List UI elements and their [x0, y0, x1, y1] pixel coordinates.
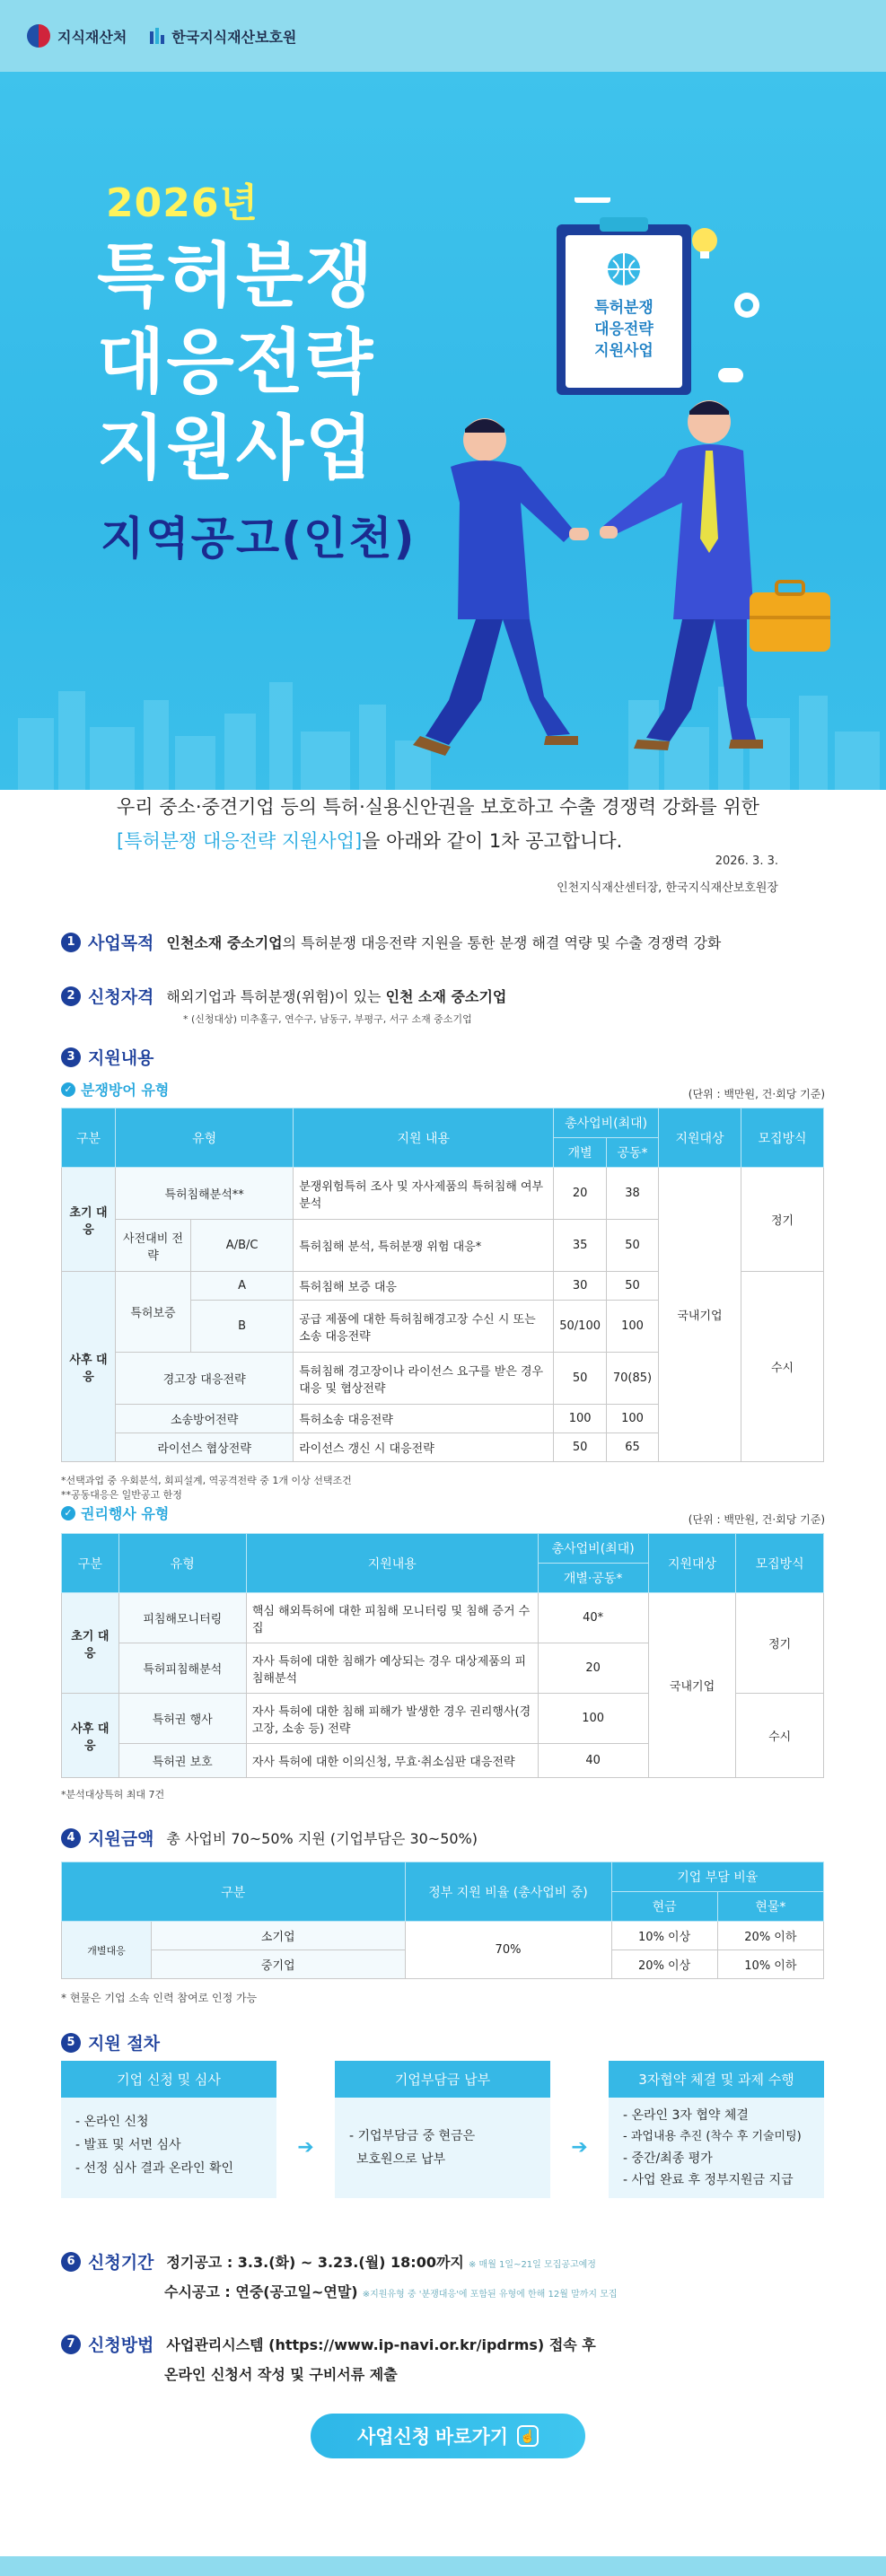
step-head: 기업 신청 및 심사: [61, 2061, 276, 2098]
th-group: 구분: [62, 1534, 119, 1593]
eligibility-bold: 인천 소재 중소기업: [385, 988, 507, 1005]
amount-table-wrap: [61, 1862, 824, 2005]
pointer-hand-icon: ☝: [517, 2425, 539, 2447]
cell-method: 수시: [741, 1272, 824, 1462]
step-body: [61, 2098, 276, 2198]
cell-content: 핵심 해외특허에 대한 피침해 모니터링 및 침해 증거 수집: [246, 1593, 538, 1643]
cell-type: 중기업: [152, 1950, 406, 1979]
cell-content: 특허소송 대응전략: [294, 1405, 554, 1433]
cell-cost: 40: [538, 1744, 648, 1778]
cell-joint: 100: [607, 1301, 659, 1353]
section-title: 신청기간: [88, 2253, 154, 2273]
section-number: 4: [61, 1828, 81, 1848]
th-type: 유형: [118, 1534, 246, 1593]
taeguk-icon: [27, 24, 50, 48]
section-title: 신청방법: [88, 2335, 154, 2355]
th-method: 모집방식: [741, 1108, 824, 1168]
cell-content: 특허침해 보증 대응: [294, 1272, 554, 1301]
section-title: 지원금액: [88, 1829, 154, 1849]
org-name-1: 지식재산처: [57, 28, 127, 46]
th-method: 모집방식: [736, 1534, 824, 1593]
section-amount: [61, 1826, 478, 1850]
th-in-kind: 현물*: [717, 1892, 823, 1922]
hero-title-line-1: 특허분쟁: [97, 236, 375, 317]
th-type: 유형: [116, 1108, 294, 1168]
cell-target: 국내기업: [648, 1593, 736, 1778]
step-item: - 발표 및 서면 심사: [75, 2138, 181, 2152]
cell-group: 개별대응: [62, 1922, 152, 1979]
purpose-bold: 인천소재 중소기업: [166, 934, 283, 951]
cell-group: 초기 대응: [62, 1168, 116, 1272]
check-icon: ✓: [61, 1506, 75, 1520]
period-regular: 정기공고 : 3.3.(화) ~ 3.23.(월) 18:00까지: [166, 2254, 464, 2271]
section-number: 3: [61, 1047, 81, 1067]
org-name-2: 한국지식재산보호원: [171, 28, 297, 46]
lightbulb-icon: [692, 228, 717, 253]
eligibility-text: 해외기업과 특허분쟁(위험)이 있는: [166, 988, 382, 1005]
amount-text: 총 사업비 70~50% 지원 (기업부담은 30~50%): [166, 1830, 478, 1847]
th-type: 구분: [62, 1862, 406, 1922]
apply-button[interactable]: [311, 2414, 585, 2458]
purpose-text: 의 특허분쟁 대응전략 지원을 통한 분쟁 해결 역량 및 수출 경쟁력 강화: [282, 934, 722, 951]
cell-cost: 40*: [538, 1593, 648, 1643]
cell-individual: 35: [554, 1220, 607, 1272]
table-note: *분석대상특허 최대 7건: [61, 1789, 165, 1801]
th-cost: 총사업비(최대): [538, 1534, 648, 1564]
cell-cash: 10% 이상: [611, 1922, 717, 1950]
cell-content: 라이선스 갱신 시 대응전략: [294, 1433, 554, 1462]
cell-group: 사후 대응: [62, 1694, 119, 1778]
cell-subtype: A: [191, 1272, 294, 1301]
section-title: 사업목적: [88, 933, 154, 953]
cell-type: 특허보증: [116, 1272, 191, 1353]
table-row: [62, 1168, 824, 1220]
step-1: [61, 2061, 276, 2198]
procedure-steps: [61, 2061, 824, 2198]
step-item: - 과업내용 추진 (착수 후 기술미팅): [623, 2130, 802, 2143]
speech-bubble-icon: [718, 368, 743, 382]
intro-signers: 인천지식재산센터장, 한국지식재산보호원장: [557, 881, 778, 895]
section-number: 1: [61, 933, 81, 952]
cell-content: 특허침해 경고장이나 라이선스 요구를 받은 경우 대응 및 협상전략: [294, 1353, 554, 1405]
cell-subtype: B: [191, 1301, 294, 1353]
step-body: [335, 2098, 550, 2198]
section-title: 지원 절차: [88, 2034, 161, 2054]
sub-title-enforcement: [61, 1503, 169, 1523]
th-cost: 총사업비(최대): [554, 1108, 659, 1138]
cell-joint: 70(85): [607, 1353, 659, 1405]
cell-in-kind: 10% 이하: [717, 1950, 823, 1979]
section-method: [61, 2332, 596, 2384]
th-cash: 현금: [611, 1892, 717, 1922]
memo-icon: [575, 197, 610, 203]
section-period: [61, 2249, 618, 2301]
arrow-right-icon: ➔: [297, 2136, 314, 2159]
cell-cost: 20: [538, 1643, 648, 1694]
step-item: - 온라인 신청: [75, 2115, 149, 2129]
hero-title: [97, 233, 374, 492]
sub-title-defense: [61, 1079, 169, 1100]
table-note-1: *선택과업 중 우회분석, 회피설계, 역공격전략 중 1개 이상 선택조건: [61, 1475, 352, 1486]
eligibility-note: * (신청대상) 미추홀구, 연수구, 남동구, 부평구, 서구 소재 중소기업: [183, 1013, 472, 1025]
handshake-illustration: [395, 197, 862, 772]
th-joint: 공동*: [607, 1138, 659, 1168]
unit-label: (단위 : 백만원, 건·회당 기준): [688, 1513, 825, 1526]
defense-table-wrap: [61, 1108, 824, 1502]
cell-type: 특허침해분석**: [116, 1168, 294, 1220]
section-number: 7: [61, 2335, 81, 2354]
cell-gov: 70%: [405, 1922, 611, 1979]
cell-individual: 30: [554, 1272, 607, 1301]
period-anytime: 수시공고 : 연중(공고일~연말): [164, 2283, 358, 2300]
amount-note: * 현물은 기업 소속 인력 참여로 인정 가능: [61, 1992, 258, 2004]
th-target: 지원대상: [648, 1534, 736, 1593]
cell-type: 피침해모니터링: [118, 1593, 246, 1643]
section-support: [61, 1045, 154, 1069]
intro-text: [117, 790, 799, 858]
intro-highlight: [특허분쟁 대응전략 지원사업]: [117, 830, 363, 852]
cell-content: 자사 특허에 대한 침해 피해가 발생한 경우 권리행사(경고장, 소송 등) 전략: [246, 1694, 538, 1744]
cell-content: 자사 특허에 대한 이의신청, 무효·취소심판 대응전략: [246, 1744, 538, 1778]
cell-method: 정기: [741, 1168, 824, 1272]
hero-title-line-2: 대응전략: [97, 322, 375, 403]
enforcement-table: [61, 1533, 824, 1778]
cell-joint: 100: [607, 1405, 659, 1433]
sub-title-text: 권리행사 유형: [81, 1505, 170, 1522]
kipa-logo: [150, 26, 296, 47]
cell-content: 분쟁위험특허 조사 및 자사제품의 특허침해 여부 분석: [294, 1168, 554, 1220]
step-item: - 사업 완료 후 정부지원금 지급: [623, 2173, 794, 2187]
section-procedure: [61, 2030, 160, 2055]
board-text-1: 특허분쟁: [594, 299, 654, 317]
cell-type: 특허권 행사: [118, 1694, 246, 1744]
hero-region: 지역공고(인천): [101, 513, 417, 565]
th-target: 지원대상: [659, 1108, 741, 1168]
briefcase-icon: [750, 592, 830, 652]
cell-content: 특허침해 분석, 특허분쟁 위험 대응*: [294, 1220, 554, 1272]
step-3: [609, 2061, 824, 2198]
cell-individual: 50: [554, 1433, 607, 1462]
method-line-2: 온라인 신청서 작성 및 구비서류 제출: [164, 2366, 398, 2383]
section-title: 지원내용: [88, 1048, 154, 1068]
cell-joint: 50: [607, 1220, 659, 1272]
cell-type: 특허피침해분석: [118, 1643, 246, 1694]
cell-group: 사후 대응: [62, 1272, 116, 1462]
cell-type: 특허권 보호: [118, 1744, 246, 1778]
cell-individual: 50: [554, 1353, 607, 1405]
cell-type: 라이선스 협상전략: [116, 1433, 294, 1462]
th-company-ratio: 기업 부담 비율: [611, 1862, 824, 1892]
table-row: [62, 1922, 824, 1950]
cell-in-kind: 20% 이하: [717, 1922, 823, 1950]
cell-method: 수시: [736, 1694, 824, 1778]
cell-method: 정기: [736, 1593, 824, 1694]
kipo-logo: [27, 24, 127, 48]
cell-target: 국내기업: [659, 1168, 741, 1462]
period-regular-note: ※ 매월 1일~21일 모집공고예정: [468, 2260, 596, 2270]
check-icon: ✓: [61, 1082, 75, 1097]
cell-joint: 50: [607, 1272, 659, 1301]
footer-bar: [0, 2556, 886, 2576]
cell-subtype: A/B/C: [191, 1220, 294, 1272]
cell-type: 경고장 대응전략: [116, 1353, 294, 1405]
th-individual: 개별: [554, 1138, 607, 1168]
hero-banner: [0, 72, 886, 790]
step-item: - 기업부담금 중 현금은: [349, 2129, 476, 2143]
cell-cash: 20% 이상: [611, 1950, 717, 1979]
kipa-mark-icon: [150, 28, 164, 44]
step-2: [335, 2061, 550, 2198]
th-group: 구분: [62, 1108, 116, 1168]
section-purpose: [61, 930, 721, 954]
step-body: [609, 2098, 824, 2198]
intro-line-1: 우리 중소·중견기업 등의 특허·실용신안권을 보호하고 수출 경쟁력 강화를 위한: [117, 796, 759, 818]
cell-individual: 20: [554, 1168, 607, 1220]
intro-line-2: 을 아래와 같이 1차 공고합니다.: [362, 830, 623, 852]
section-title: 신청자격: [88, 987, 154, 1007]
board-text-3: 지원사업: [594, 342, 654, 360]
cell-group: 초기 대응: [62, 1593, 119, 1694]
cell-cost: 100: [538, 1694, 648, 1744]
apply-button-label: 사업신청 바로가기: [356, 2427, 509, 2448]
section-number: 6: [61, 2252, 81, 2272]
step-item: - 온라인 3자 협약 체결: [623, 2108, 749, 2123]
hero-title-line-3: 지원사업: [97, 408, 375, 489]
enforcement-table-wrap: [61, 1533, 824, 1801]
cell-joint: 38: [607, 1168, 659, 1220]
unit-label: (단위 : 백만원, 건·회당 기준): [688, 1088, 825, 1100]
table-note-2: **공동대응은 일반공고 한정: [61, 1489, 182, 1501]
th-content: 지원내용: [246, 1534, 538, 1593]
section-number: 5: [61, 2033, 81, 2053]
step-head: 3자협약 체결 및 과제 수행: [609, 2061, 824, 2098]
hero-year: 2026년: [106, 180, 259, 226]
step-item: - 중간/최종 평가: [623, 2151, 713, 2166]
cell-individual: 50/100: [554, 1301, 607, 1353]
cell-type: 사전대비 전략: [116, 1220, 191, 1272]
board-text-2: 대응전략: [594, 320, 654, 338]
top-bar: [0, 0, 886, 72]
step-item: 보호원으로 납부: [356, 2152, 446, 2167]
section-eligibility: [61, 984, 506, 1026]
table-row: [62, 1593, 824, 1643]
cell-individual: 100: [554, 1405, 607, 1433]
cell-joint: 65: [607, 1433, 659, 1462]
cell-type: 소기업: [152, 1922, 406, 1950]
cell-type: 소송방어전략: [116, 1405, 294, 1433]
th-gov-ratio: 정부 지원 비율 (총사업비 중): [405, 1862, 611, 1922]
defense-table: [61, 1108, 824, 1462]
intro-date: 2026. 3. 3.: [715, 854, 778, 868]
th-content: 지원 내용: [294, 1108, 554, 1168]
section-number: 2: [61, 986, 81, 1006]
amount-table: [61, 1862, 824, 1979]
sub-title-text: 분쟁방어 유형: [81, 1082, 170, 1099]
step-item: - 선정 심사 결과 온라인 확인: [75, 2161, 234, 2176]
cell-content: 공급 제품에 대한 특허침해경고장 수신 시 또는 소송 대응전략: [294, 1301, 554, 1353]
step-head: 기업부담금 납부: [335, 2061, 550, 2098]
method-line-1: 사업관리시스템 (https://www.ip-navi.or.kr/ipdrms) 접속 후: [166, 2336, 596, 2353]
cell-content: 자사 특허에 대한 침해가 예상되는 경우 대상제품의 피침해분석: [246, 1643, 538, 1694]
arrow-right-icon: ➔: [571, 2136, 588, 2159]
th-ind-joint: 개별·공동*: [538, 1564, 648, 1593]
period-anytime-note: ※지원유형 중 '분쟁대응'에 포함된 유형에 한해 12월 말까지 모집: [362, 2290, 618, 2300]
